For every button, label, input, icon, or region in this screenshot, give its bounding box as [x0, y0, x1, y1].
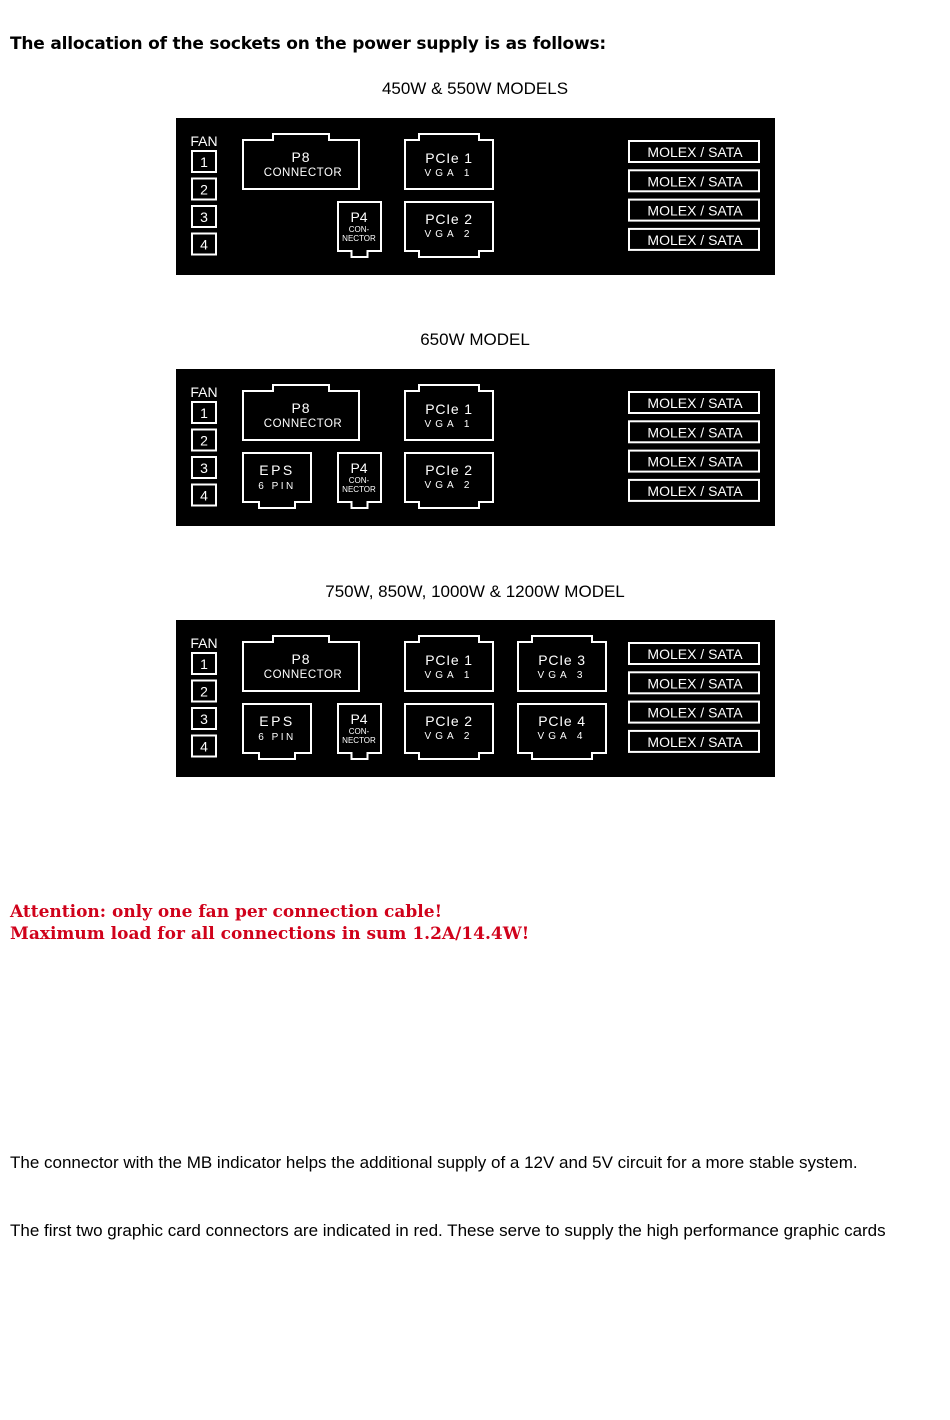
- fan-number-1: 1: [200, 154, 208, 170]
- fan-number-3: 3: [200, 209, 208, 225]
- molex-sata-label-2: MOLEX / SATA: [647, 173, 743, 190]
- eps-sublabel: 6 PIN: [258, 732, 296, 743]
- molex-sata-label-4: MOLEX / SATA: [647, 482, 743, 499]
- model-title-3: 750W, 850W, 1000W & 1200W MODEL: [325, 582, 625, 601]
- vga2-label: VGA 2: [424, 480, 474, 491]
- pcie3-label: PCIe 3: [538, 652, 586, 668]
- molex-sata-label-4: MOLEX / SATA: [647, 231, 743, 248]
- vga1-label: VGA 1: [424, 419, 474, 430]
- pcie2-label: PCIe 2: [425, 211, 473, 227]
- connector-panel-3: [176, 620, 775, 777]
- pcie1-label: PCIe 1: [425, 652, 473, 668]
- attention-line-1: Attention: only one fan per connection cable!: [10, 902, 443, 922]
- vga1-label: VGA 1: [424, 168, 474, 179]
- vga4-label: VGA 4: [537, 731, 587, 742]
- p8-sublabel: CONNECTOR: [263, 167, 343, 179]
- molex-sata-label-3: MOLEX / SATA: [647, 202, 743, 219]
- fan-label: FAN: [190, 133, 218, 149]
- vga2-label: VGA 2: [424, 229, 474, 240]
- molex-sata-label-3: MOLEX / SATA: [647, 453, 743, 470]
- p4-sublabel-2: NECTOR: [342, 485, 376, 494]
- pcie4-label: PCIe 4: [538, 713, 586, 729]
- connector-panel-1: [176, 118, 775, 275]
- vga3-label: VGA 3: [537, 670, 587, 681]
- molex-sata-label-4: MOLEX / SATA: [647, 733, 743, 750]
- p4-sublabel-1: CON-: [348, 727, 370, 736]
- p8-sublabel: CONNECTOR: [263, 418, 343, 430]
- panel-diagram: [176, 118, 775, 275]
- p4-sublabel-2: NECTOR: [342, 234, 376, 243]
- fan-number-1: 1: [200, 405, 208, 421]
- p4-label: P4: [350, 460, 368, 476]
- pcie1-label: PCIe 1: [425, 150, 473, 166]
- fan-label: FAN: [190, 635, 218, 651]
- model-title-2: 650W MODEL: [420, 330, 530, 349]
- p8-label: P8: [291, 149, 311, 165]
- p8-label: P8: [291, 651, 311, 667]
- vga2-label: VGA 2: [424, 731, 474, 742]
- p4-label: P4: [350, 209, 368, 225]
- eps-label: EPS: [259, 713, 295, 729]
- molex-sata-label-1: MOLEX / SATA: [647, 144, 743, 160]
- fan-number-4: 4: [200, 738, 208, 755]
- intro-heading: The allocation of the sockets on the power supply is as follows:: [10, 34, 606, 54]
- fan-label: FAN: [190, 384, 218, 400]
- p4-sublabel-1: CON-: [348, 225, 370, 234]
- fan-number-3: 3: [200, 711, 208, 727]
- eps-sublabel: 6 PIN: [258, 481, 296, 492]
- eps-label: EPS: [259, 462, 295, 478]
- fan-number-2: 2: [200, 181, 208, 198]
- model-title-1: 450W & 550W MODELS: [381, 79, 569, 98]
- p4-sublabel-2: NECTOR: [342, 736, 376, 745]
- p4-sublabel-1: CON-: [348, 476, 370, 485]
- attention-line-2: Maximum load for all connections in sum 1.2A/14.4W!: [10, 924, 530, 944]
- pcie2-label: PCIe 2: [425, 462, 473, 478]
- molex-sata-label-3: MOLEX / SATA: [647, 704, 743, 721]
- pcie1-label: PCIe 1: [425, 401, 473, 417]
- molex-sata-label-2: MOLEX / SATA: [647, 424, 743, 441]
- paragraph-mb-indicator: The connector with the MB indicator helps the additional supply of a 12V and 5V circuit for a more stable system.: [10, 1153, 858, 1172]
- p4-label: P4: [350, 711, 368, 727]
- fan-number-3: 3: [200, 460, 208, 476]
- fan-number-4: 4: [200, 236, 208, 253]
- connector-panel-2: [176, 369, 775, 526]
- fan-number-4: 4: [200, 487, 208, 504]
- p8-sublabel: CONNECTOR: [263, 669, 343, 681]
- fan-number-2: 2: [200, 683, 208, 700]
- pcie2-label: PCIe 2: [425, 713, 473, 729]
- vga1-label: VGA 1: [424, 670, 474, 681]
- molex-sata-label-1: MOLEX / SATA: [647, 646, 743, 662]
- molex-sata-label-2: MOLEX / SATA: [647, 675, 743, 692]
- fan-number-2: 2: [200, 432, 208, 449]
- p8-label: P8: [291, 400, 311, 416]
- paragraph-graphic-connectors: The first two graphic card connectors are indicated in red. These serve to supply the high performance graphic cards: [10, 1221, 886, 1240]
- panel-diagram: [176, 620, 775, 777]
- fan-number-1: 1: [200, 656, 208, 672]
- panel-diagram: [176, 369, 775, 526]
- molex-sata-label-1: MOLEX / SATA: [647, 395, 743, 411]
